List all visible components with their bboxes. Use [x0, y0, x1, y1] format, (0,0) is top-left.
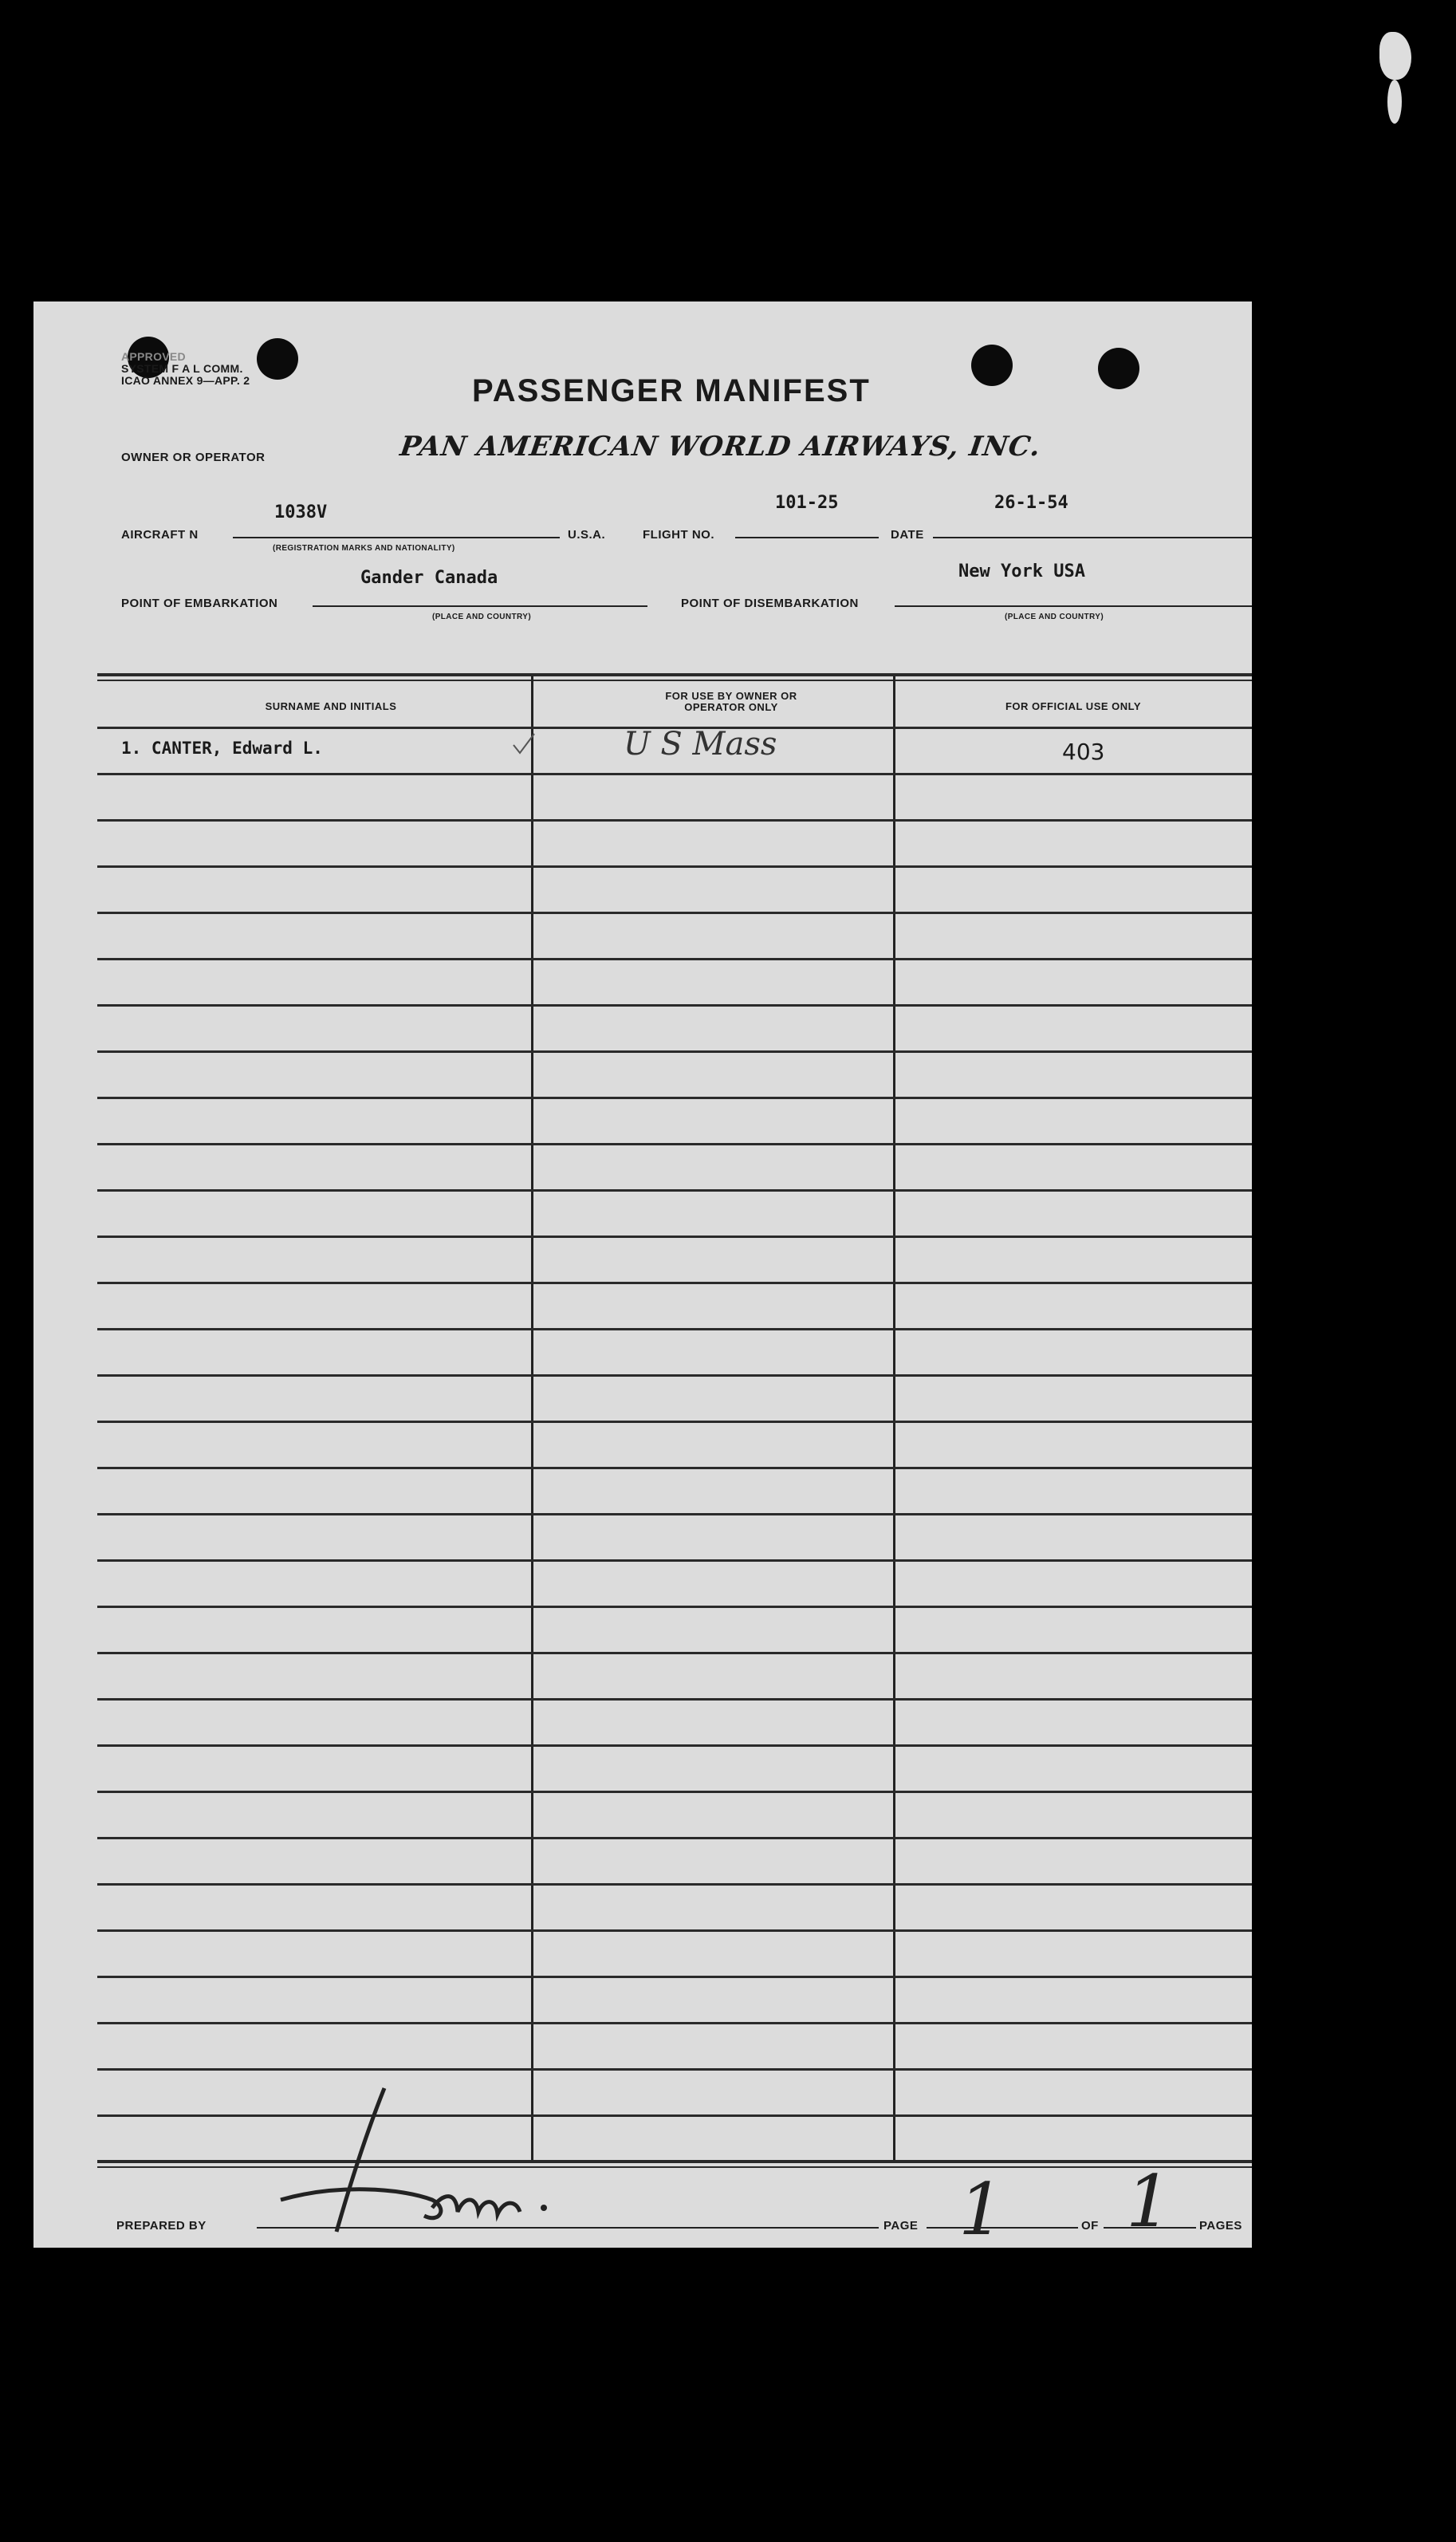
check-mark-icon	[512, 732, 536, 756]
date-line	[933, 537, 1252, 538]
table-row-rule	[97, 1004, 1252, 1007]
registration-note: (REGISTRATION MARKS AND NATIONALITY)	[273, 544, 455, 553]
company-name: PAN AMERICAN WORLD AIRWAYS, INC.	[398, 431, 1043, 463]
table-row-rule	[97, 1374, 1252, 1377]
disembarkation-note: (PLACE AND COUNTRY)	[1005, 613, 1104, 621]
table-row-rule	[97, 1143, 1252, 1145]
official-value: 403	[1062, 739, 1105, 765]
scan-speck	[1387, 80, 1402, 124]
flight-no-line	[735, 537, 879, 538]
table-row-rule	[97, 1328, 1252, 1330]
table-row-rule	[97, 1282, 1252, 1284]
of-label: OF	[1081, 2219, 1099, 2233]
pages-value: 1	[1126, 2160, 1172, 2244]
owner-label: OWNER OR OPERATOR	[121, 451, 266, 464]
disembarkation-label: POINT OF DISEMBARKATION	[681, 597, 859, 610]
embarkation-note: (PLACE AND COUNTRY)	[432, 613, 532, 621]
approval-line: SYSTEM F A L COMM.	[121, 362, 243, 375]
table-bottom-rule	[97, 2160, 1252, 2163]
table-row-rule	[97, 1837, 1252, 1839]
passenger-name: 1. CANTER, Edward L.	[121, 739, 323, 758]
table-row-rule	[97, 865, 1252, 868]
table-row-rule	[97, 1097, 1252, 1099]
flight-no-label: FLIGHT NO.	[643, 528, 714, 542]
date-label: DATE	[891, 528, 924, 542]
table-row-rule	[97, 2068, 1252, 2071]
table-row-rule	[97, 1606, 1252, 1608]
page-value: 1	[958, 2168, 1005, 2252]
table-row-rule	[97, 1883, 1252, 1886]
aircraft-value: 1038V	[274, 502, 328, 522]
scan-speck	[1379, 32, 1411, 80]
punch-hole	[257, 338, 298, 380]
approval-line: APPROVED	[121, 350, 186, 363]
date-value: 26-1-54	[994, 493, 1068, 513]
page-label: PAGE	[883, 2219, 919, 2233]
table-row-rule	[97, 2022, 1252, 2024]
table-row-rule	[97, 1189, 1252, 1192]
table-row-rule	[97, 912, 1252, 914]
prepared-by-label: PREPARED BY	[116, 2219, 207, 2233]
disembarkation-line	[895, 605, 1252, 607]
embarkation-line	[313, 605, 647, 607]
table-top-rule	[97, 680, 1252, 681]
aircraft-line	[233, 537, 560, 538]
column-divider	[531, 676, 533, 2160]
table-row-rule	[97, 819, 1252, 822]
aircraft-label: AIRCRAFT N	[121, 528, 199, 542]
operator-note: U S Mass	[624, 726, 777, 763]
punch-hole	[971, 345, 1013, 386]
table-row-rule	[97, 1421, 1252, 1423]
table-row-rule	[97, 1698, 1252, 1701]
embarkation-value: Gander Canada	[360, 568, 498, 588]
table-bottom-rule	[97, 2166, 1252, 2168]
table-top-rule	[97, 673, 1252, 676]
form-title: PASSENGER MANIFEST	[472, 373, 871, 408]
table-row-rule	[97, 958, 1252, 960]
table-row-rule	[97, 1559, 1252, 1562]
table-row-rule	[97, 1513, 1252, 1515]
preparer-signature	[273, 2080, 608, 2240]
table-row-rule	[97, 1976, 1252, 1978]
pages-label: PAGES	[1199, 2219, 1242, 2233]
manifest-sheet	[33, 301, 1252, 2252]
column-header-name: SURNAME AND INITIALS	[265, 700, 397, 712]
flight-no-value: 101-25	[775, 493, 839, 513]
usa-label: U.S.A.	[568, 528, 606, 542]
table-row-rule	[97, 1744, 1252, 1747]
embarkation-label: POINT OF EMBARKATION	[121, 597, 278, 610]
approval-block	[121, 351, 250, 387]
table-row-rule	[97, 773, 1252, 775]
table-row-rule	[97, 1791, 1252, 1793]
punch-hole	[1098, 348, 1139, 389]
table-row-rule	[97, 1050, 1252, 1053]
approval-line: ICAO ANNEX 9—APP. 2	[121, 374, 250, 387]
column-header-official: FOR OFFICIAL USE ONLY	[1005, 700, 1142, 712]
disembarkation-value: New York USA	[958, 562, 1085, 581]
table-row-rule	[97, 1236, 1252, 1238]
table-row-rule	[97, 1929, 1252, 1932]
column-header-operator: FOR USE BY OWNER OR OPERATOR ONLY	[665, 690, 797, 713]
column-divider	[893, 676, 895, 2160]
table-row-rule	[97, 2114, 1252, 2117]
table-row-rule	[97, 1467, 1252, 1469]
table-row-rule	[97, 1652, 1252, 1654]
